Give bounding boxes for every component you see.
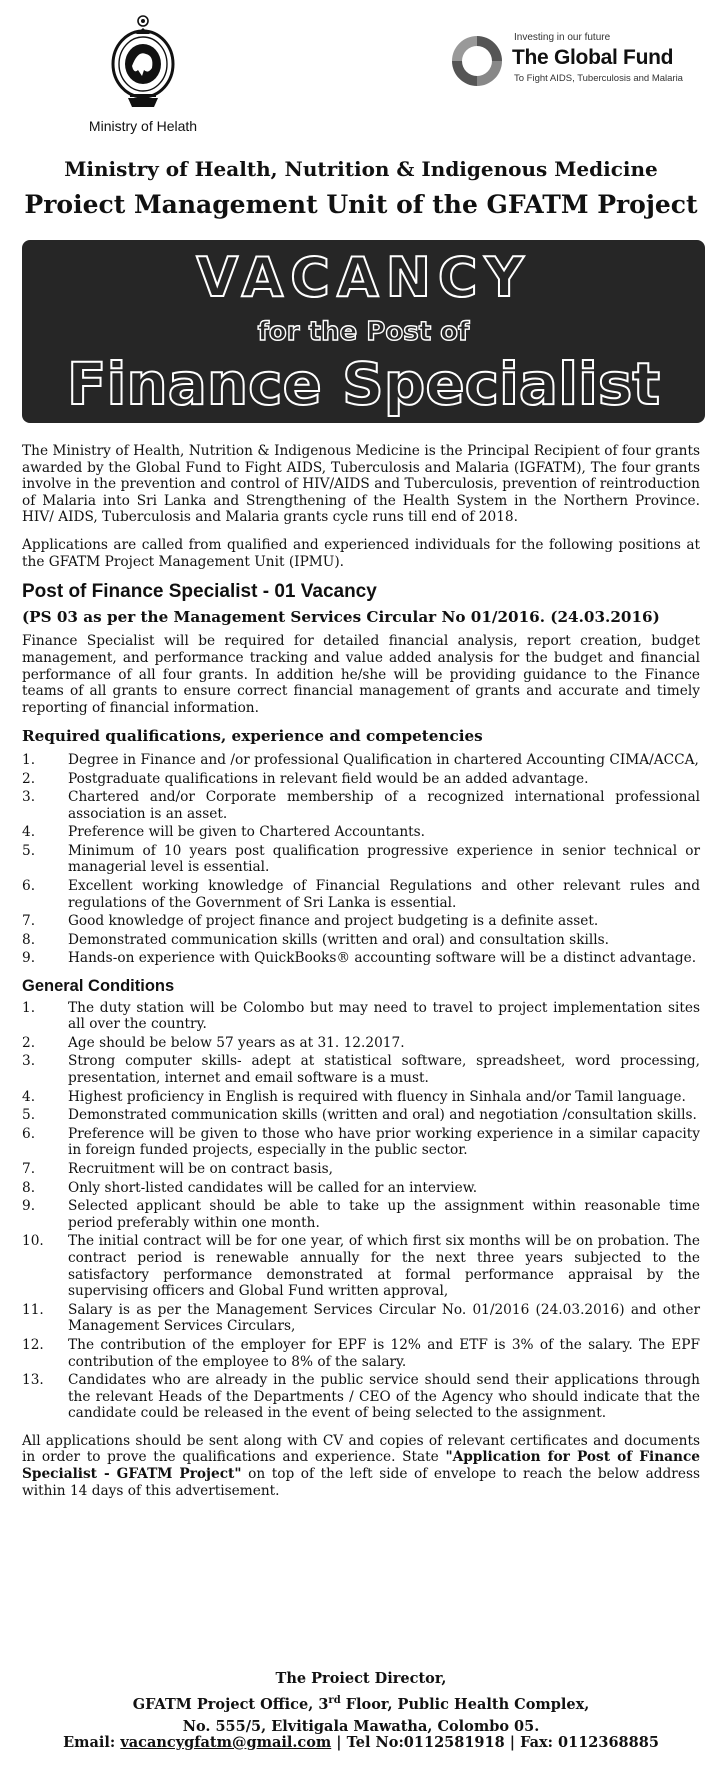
list-item: 4. Preference will be given to Chartered Accountants. [22,824,426,841]
list-item: 13. Candidates who are already in the public service should send their applications through the relevant Heads of the Departments / CEO of the Agency who should indicate that the candidate could be released in the event of being selected to the assignment. [22,1372,700,1422]
sri-lanka-emblem-icon [108,14,178,110]
list-item: 8. Only short-listed candidates will be called for an interview. [22,1179,478,1196]
list-item: 9. Hands-on experience with QuickBooks® accounting software will be a distinct advantage. [22,950,697,967]
list-item: 6. Excellent working knowledge of Financial Regulations and other relevant rules and regulations of the Government of Sri Lanka is essential. [22,878,700,911]
banner-position-text: Finance Specialist [66,350,661,418]
gf-name: The Global Fund [512,46,674,69]
qualifications-heading: Required qualifications, experience and competencies [22,727,483,746]
list-item: 1. The duty station will be Colombo but may need to travel to project implementation sites all over the country. [22,999,700,1033]
qualifications-list [22,752,700,967]
list-item: 12. The contribution of the employer for EPF is 12% and ETF is 3% of the salary. The EPF contribution of the employee to 8% of the salary. [22,1336,700,1370]
list-item: 6. Preference will be given to those who have prior working experience in a similar capacity in foreign funded projects, especially in the public sector. [22,1125,700,1159]
list-item: 1. Degree in Finance and /or professional Qualification in chartered Accounting CIMA/ACCA, [22,751,699,768]
address-line-2: GFATM Project Office, 3rd Floor, Public Health Complex, [132,1695,590,1713]
post-subheading: (PS 03 as per the Management Services Circular No 01/2016. (24.03.2016) [22,607,660,626]
list-item: 3. Chartered and/or Corporate membership of a recognized international professional association is an asset. [22,789,700,822]
header [0,0,722,150]
closing-paragraph: All applications should be sent along with CV and copies of relevant certificates and documents in order to prove the qualifications and experience. State "Application for Post of Finance Specialist - GFATM Project" on top of the left side of envelope to reach the below address within 14 days of this advertisement. [22,1432,701,1499]
content [22,443,700,1510]
application-label: "Application for Post of Finance Specialist - GFATM Project" [22,1449,701,1483]
post-heading: Post of Finance Specialist - 01 Vacancy [22,581,377,603]
list-item: 5. Demonstrated communication skills (written and oral) and negotiation /consultation skills. [22,1107,697,1124]
pmu-title: Proiect Management Unit of the GFATM Project [24,190,698,219]
banner-post-text: for the Post of [257,317,470,347]
phone-fax: | Tel No:0112581918 | Fax: 0112368885 [331,1734,659,1751]
list-item: 2. Age should be below 57 years as at 31. 12.2017. [22,1034,405,1051]
list-item: 5. Minimum of 10 years post qualification progressive experience in senior technical or managerial level is essential. [22,842,700,876]
intro-paragraph-1: The Ministry of Health, Nutrition & Indigenous Medicine is the Principal Recipient of four grants awarded by the Global Fund to Fight AIDS, Tuberculosis and Malaria (IGFATM), The four grants involve in the prevention and control of HIV/AIDS and Tuberculosis, prevention of reintroduction of Malaria into Sri Lanka and Strengthening of the Health System in the Northern Province. HIV/ AIDS, Tuberculosis and Malaria grants cycle runs till end of 2018. [22,443,700,526]
gf-subtitle: To Fight AIDS, Tuberculosis and Malaria [514,73,683,84]
ministry-caption: Ministry of Helath [88,118,198,134]
gf-tagline: Investing in our future [514,32,611,43]
list-item: 10. The initial contract will be for one year, of which first six months will be on probation. The contract period is renewable annually for the next three years subjected to the satisfactory performance demonstrated at formal performance appraisal by the supervising officers and Global Fund written approval, [22,1233,700,1300]
contact-line: Email: vacancygfatm@gmail.com | Tel No:0112581918 | Fax: 0112368885 [63,1734,659,1751]
list-item: 11. Salary is as per the Management Services Circular No. 01/2016 (24.03.2016) and other Management Services Circulars, [22,1301,700,1335]
conditions-list [22,1000,700,1422]
ministry-title: Ministry of Health, Nutrition & Indigenous Medicine [64,157,658,181]
list-item: 9. Selected applicant should be able to take up the assignment within reasonable time period preferably within one month. [22,1198,700,1231]
post-description: Finance Specialist will be required for detailed financial analysis, report creation, budget management, and performance tracking and value added analysis for the budget and financial performance of all four grants. In addition he/she will be providing guidance to the Finance teams of all grants to ensure correct financial management of grants and accurate and timely reporting of financial information. [22,633,700,716]
conditions-heading: General Conditions [22,977,175,996]
email-link[interactable]: vacancygfatm@gmail.com [120,1734,332,1751]
address-block [0,1668,722,1738]
address-line-1: The Proiect Director, [275,1670,447,1687]
list-item: 7. Recruitment will be on contract basis, [22,1160,334,1177]
list-item: 2. Postgraduate qualifications in relevant field would be an added advantage. [22,770,589,787]
list-item: 7. Good knowledge of project finance and project budgeting is a definite asset. [22,913,599,930]
vacancy-banner [22,240,705,423]
list-item: 8. Demonstrated communication skills (written and oral) and consultation skills. [22,931,610,948]
global-fund-swirl-icon [448,32,506,90]
list-item: 4. Highest proficiency in English is required with fluency in Sinhala and/or Tamil language. [22,1088,686,1105]
address-line-3: No. 555/5, Elvitigala Mawatha, Colombo 05. [182,1717,540,1735]
intro-paragraph-2: Applications are called from qualified and experienced individuals for the following positions at the GFATM Project Management Unit (IPMU). [22,536,700,570]
list-item: 3. Strong computer skills- adept at statistical software, spreadsheet, word processing, presentation, internet and email software is a must. [22,1053,700,1086]
banner-vacancy-text: VACANCY [196,246,531,309]
